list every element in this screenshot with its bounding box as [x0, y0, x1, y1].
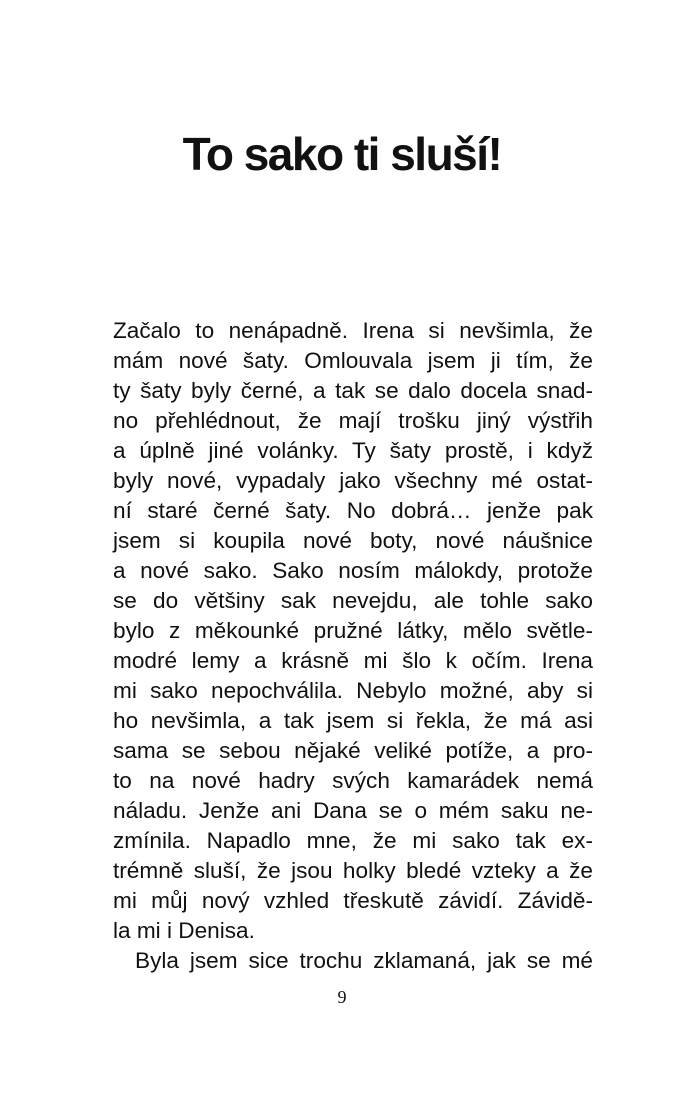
text-line: ho nevšimla, a tak jsem si řekla, že má asi: [113, 708, 593, 733]
text-line: mám nové šaty. Omlouvala jsem ji tím, že: [113, 348, 593, 373]
text-line: mi sako nepochválila. Nebylo možné, aby si: [113, 678, 593, 703]
text-line: zmínila. Napadlo mne, že mi sako tak ex-: [113, 828, 593, 853]
text-line: jsem si koupila nové boty, nové náušnice: [113, 528, 593, 553]
text-line: a nové sako. Sako nosím málokdy, protože: [113, 558, 593, 583]
text-line: ty šaty byly černé, a tak se dalo docela snad-: [113, 378, 593, 403]
text-line: la mi i Denisa.: [113, 918, 255, 943]
text-line: se do většiny sak nevejdu, ale tohle sako: [113, 588, 593, 613]
text-line: to na nové hadry svých kamarádek nemá: [113, 768, 593, 793]
text-line: byly nové, vypadaly jako všechny mé ostat-: [113, 468, 593, 493]
body-text: [113, 316, 593, 976]
text-line: modré lemy a krásně mi šlo k očím. Irena: [113, 648, 593, 673]
text-line: náladu. Jenže ani Dana se o mém saku ne-: [113, 798, 593, 823]
page-number: 9: [337, 987, 347, 1007]
text-line: Začalo to nenápadně. Irena si nevšimla, že: [113, 318, 593, 343]
text-line: bylo z měkounké pružné látky, mělo světle-: [113, 618, 593, 643]
text-line: Byla jsem sice trochu zklamaná, jak se mé: [135, 948, 593, 973]
text-line: sama se sebou nějaké veliké potíže, a pro-: [113, 738, 593, 763]
text-line: a úplně jiné volánky. Ty šaty prostě, i když: [113, 438, 593, 463]
text-line: ní staré černé šaty. No dobrá… jenže pak: [113, 498, 593, 523]
text-line: mi můj nový vzhled třeskutě závidí. Závidě-: [113, 888, 593, 913]
text-line: trémně sluší, že jsou holky bledé vzteky a že: [113, 858, 593, 883]
chapter-title: To sako ti sluší!: [182, 128, 502, 180]
text-line: no přehlédnout, že mají trošku jiný výstřih: [113, 408, 593, 433]
